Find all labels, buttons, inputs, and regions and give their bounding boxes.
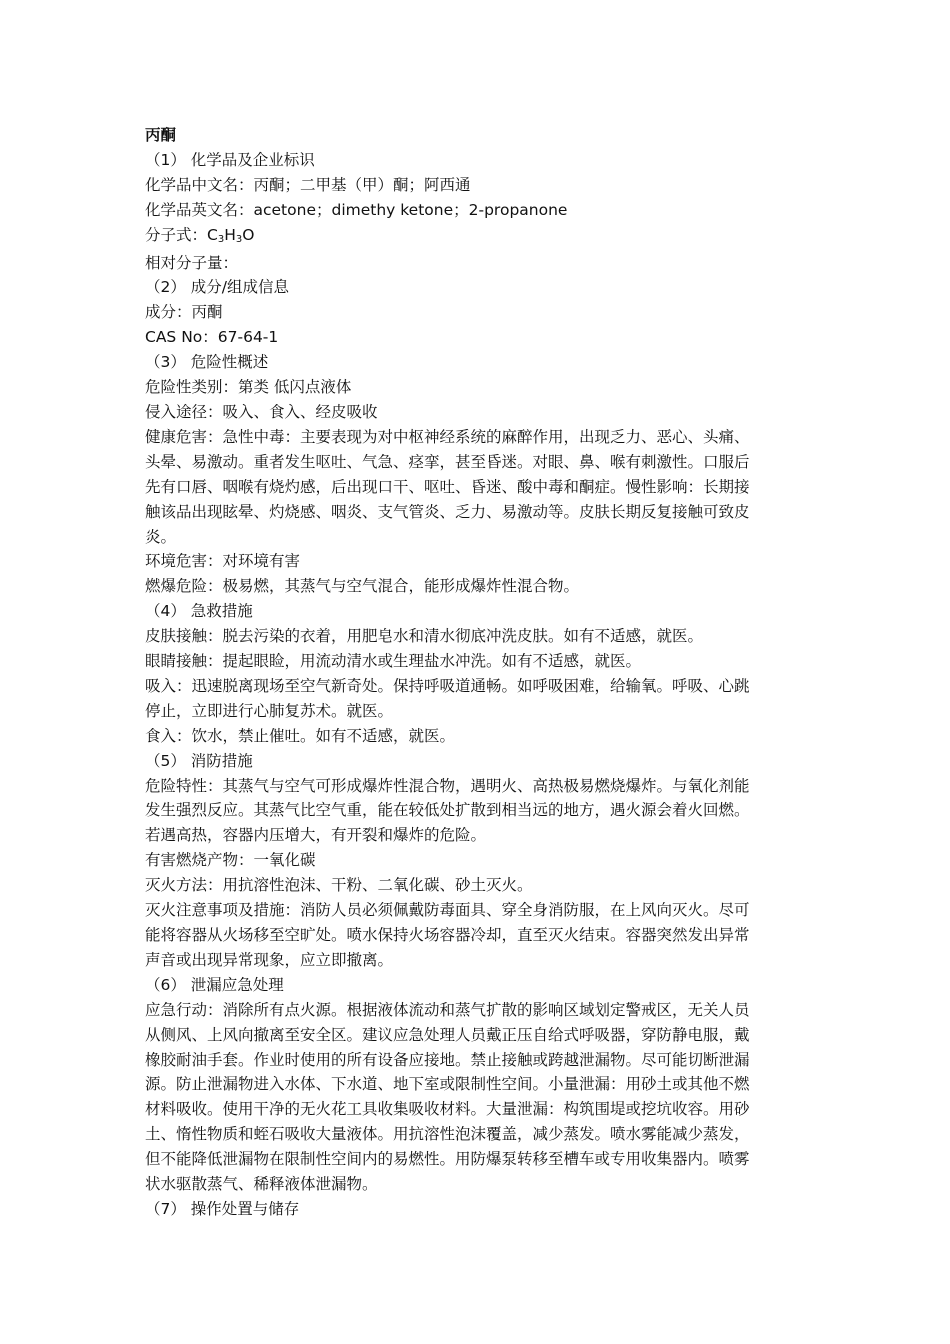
- health-hazard-line: 先有口唇、咽喉有烧灼感，后出现口干、呕吐、昏迷、酸中毒和酮症。慢性影响：长期接: [145, 477, 750, 496]
- formula-subscript-h: 3: [235, 233, 243, 245]
- hazard-property-line: 发生强烈反应。其蒸气比空气重，能在较低处扩散到相当远的地方，遇火源会着火回燃。: [145, 801, 750, 820]
- formula-line: [145, 223, 817, 251]
- inhalation-line: 吸入：迅速脱离现场至空气新奇处。保持呼吸道通畅。如呼吸困难，给输氧。呼吸、心跳: [145, 676, 750, 695]
- document-title: 丙酮: [145, 126, 177, 144]
- extinguishing-method-line: 灭火方法：用抗溶性泡沫、干粉、二氧化碳、砂土灭火。: [145, 876, 533, 895]
- hazard-property-line: 若遇高热，容器内压增大，有开裂和爆炸的危险。: [145, 826, 487, 845]
- ingestion-line: 食入：饮水，禁止催吐。如有不适感，就医。: [145, 726, 456, 745]
- section-7-heading: （7） 操作处置与储存: [145, 1199, 300, 1218]
- health-hazard-line: 触该品出现眩晕、灼烧感、咽炎、支气管炎、乏力、易激动等。皮肤长期反复接触可致皮: [145, 502, 750, 521]
- exposure-route-line: 侵入途径：吸入、食入、经皮吸收: [145, 402, 378, 421]
- formula-subscript-c: 3: [217, 233, 225, 245]
- emergency-action-line: 橡胶耐油手套。作业时使用的所有设备应接地。禁止接触或跨越泄漏物。尽可能切断泄漏: [145, 1050, 750, 1069]
- emergency-action-line: 土、惰性物质和蛭石吸收大量液体。用抗溶性泡沫覆盖，减少蒸发。喷水雾能减少蒸发，: [145, 1125, 750, 1144]
- emergency-action-line: 但不能降低泄漏物在限制性空间内的易燃性。用防爆泵转移至槽车或专用收集器内。喷雾: [145, 1150, 750, 1169]
- section-2-heading: （2） 成分/组成信息: [145, 278, 290, 297]
- emergency-action-line: 从侧风、上风向撤离至安全区。建议应急处理人员戴正压自给式呼吸器，穿防静电服，戴: [145, 1025, 750, 1044]
- formula-h: H: [224, 225, 236, 244]
- inhalation-line: 停止，立即进行心肺复苏术。就医。: [145, 701, 394, 720]
- emergency-action-line: 源。防止泄漏物进入水体、下水道、地下室或限制性空间。小量泄漏：用砂土或其他不燃: [145, 1075, 750, 1094]
- firefighting-notes-line: 能将容器从火场移至空旷处。喷水保持火场容器冷却，直至灭火结束。容器突然发出异常: [145, 926, 750, 944]
- document-body: [145, 123, 817, 1222]
- section-6-heading: （6） 泄漏应急处理: [145, 975, 284, 994]
- health-hazard-line: 头晕、易激动。重者发生呕吐、气急、痉挛，甚至昏迷。对眼、鼻、喉有刺激性。口服后: [145, 452, 750, 471]
- section-3-heading: （3） 危险性概述: [145, 353, 269, 372]
- section-4-heading: （4） 急救措施: [145, 602, 253, 621]
- fire-explosion-hazard-line: 燃爆危险：极易燃，其蒸气与空气混合，能形成爆炸性混合物。: [145, 577, 580, 596]
- cas-number-line: CAS No：67-64-1: [145, 328, 279, 347]
- formula-label: 分子式：C: [145, 225, 218, 244]
- firefighting-notes-line: 灭火注意事项及措施：消防人员必须佩戴防毒面具、穿全身消防服，在上风向灭火。尽可: [145, 901, 750, 920]
- hazard-property-line: 危险特性：其蒸气与空气可形成爆炸性混合物，遇明火、高热极易燃烧爆炸。与氧化剂能: [145, 776, 750, 795]
- section-1-heading: （1） 化学品及企业标识: [145, 150, 315, 169]
- health-hazard-line: 健康危害：急性中毒：主要表现为对中枢神经系统的麻醉作用，出现乏力、恶心、头痛、: [145, 427, 750, 446]
- health-hazard-line: 炎。: [145, 527, 177, 546]
- english-name-line: 化学品英文名：acetone；dimethy ketone；2-propanone: [145, 200, 568, 219]
- formula-o: O: [242, 225, 255, 244]
- emergency-action-line: 应急行动：消除所有点火源。根据液体流动和蒸气扩散的影响区域划定警戒区，无关人员: [145, 1000, 750, 1019]
- combustion-products-line: 有害燃烧产物：一氧化碳: [145, 851, 316, 870]
- emergency-action-line: 材料吸收。使用干净的无火花工具收集吸收材料。大量泄漏：构筑围堤或挖坑收容。用砂: [145, 1100, 750, 1119]
- firefighting-notes-line: 声音或出现异常现象，应立即撤离。: [145, 950, 394, 969]
- emergency-action-line: 状水驱散蒸气、稀释液体泄漏物。: [145, 1175, 378, 1194]
- molecular-weight-line: 相对分子量：: [145, 253, 239, 272]
- environment-hazard-line: 环境危害：对环境有害: [145, 552, 301, 571]
- hazard-category-line: 危险性类别：第类 低闪点液体: [145, 378, 352, 397]
- component-line: 成分：丙酮: [145, 303, 223, 322]
- section-5-heading: （5） 消防措施: [145, 751, 253, 770]
- eye-contact-line: 眼睛接触：提起眼睑，用流动清水或生理盐水冲洗。如有不适感，就医。: [145, 652, 642, 671]
- skin-contact-line: 皮肤接触：脱去污染的衣着，用肥皂水和清水彻底冲洗皮肤。如有不适感，就医。: [145, 627, 704, 646]
- chinese-name-line: 化学品中文名：丙酮；二甲基（甲）酮；阿西通: [145, 175, 471, 194]
